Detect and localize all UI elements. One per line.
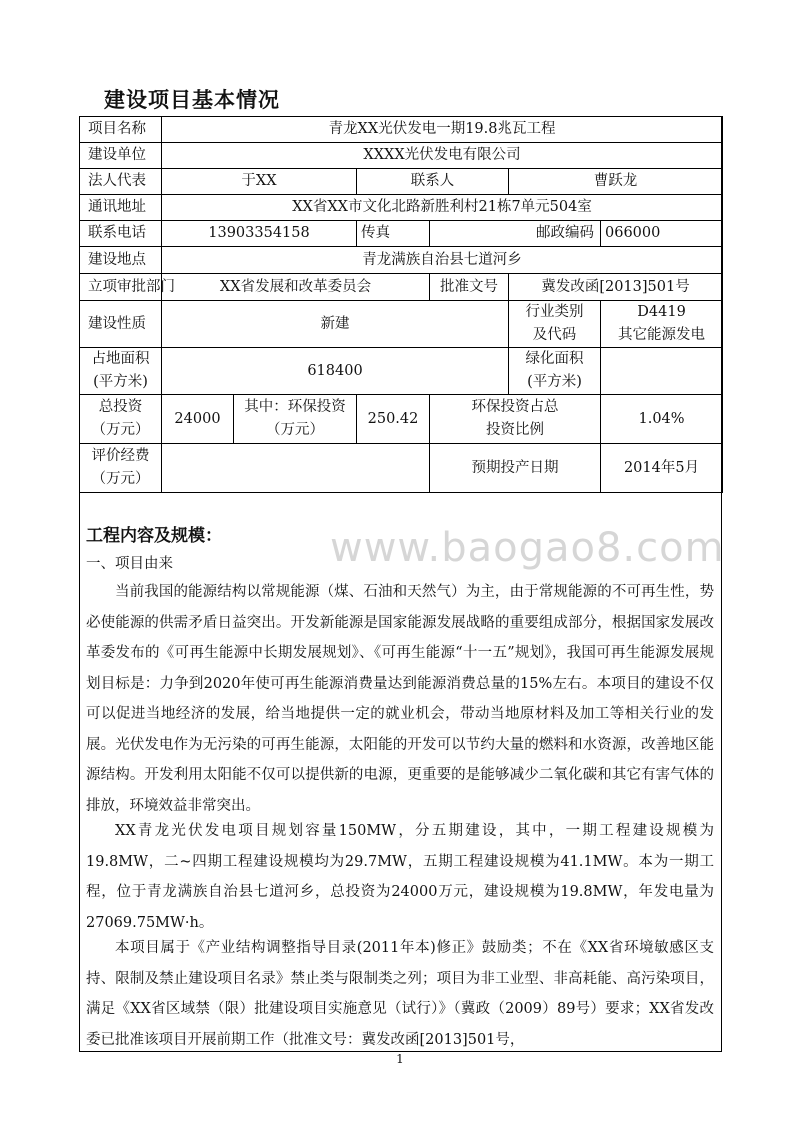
row-approval	[80, 274, 723, 301]
page-heading: 建设项目基本情况	[104, 88, 280, 112]
fee-value	[162, 444, 430, 493]
invest-value: 24000	[162, 395, 234, 444]
paragraph-scale: XX青龙光伏发电项目规划容量150MW，分五期建设，其中，一期工程建设规模为19.8MW，二~四期工程建设规模均为29.7MW，五期工程建设规模为41.1MW。本为一期工程，位于青龙满族自治县七道河乡，总投资为24000万元，建设规模为19.8MW，年发电量为27069.75MW·h。	[86, 823, 714, 931]
postcode-label: 邮政编码	[430, 221, 601, 247]
green-label	[509, 348, 601, 395]
area-value: 618400	[162, 348, 509, 395]
phone-label: 联系电话	[80, 221, 162, 247]
ratio-label	[430, 395, 601, 444]
row-phone	[80, 221, 723, 247]
green-label-line2: (平方米)	[527, 374, 582, 390]
section-title: 工程内容及规模：	[86, 526, 222, 546]
row-project-name	[80, 117, 723, 143]
row-nature	[80, 301, 723, 348]
industry-value	[601, 301, 723, 348]
fee-label	[80, 444, 162, 493]
phone-value: 13903354158	[162, 221, 357, 247]
industry-label	[509, 301, 601, 348]
watermark: www.baogao8.com	[330, 525, 725, 571]
nature-value: 新建	[162, 301, 509, 348]
row-area	[80, 348, 723, 395]
start-date-value: 2014年5月	[601, 444, 723, 493]
invest-label-line1: 总投资	[98, 399, 143, 415]
green-label-line1: 绿化面积	[525, 351, 584, 367]
site-value: 青龙满族自治县七道河乡	[162, 247, 723, 274]
site-label: 建设地点	[80, 247, 162, 274]
industry-name: 其它能源发电	[618, 327, 706, 343]
env-invest-value: 250.42	[357, 395, 430, 444]
green-value	[601, 348, 723, 395]
ratio-label-line1: 环保投资占总	[471, 399, 559, 415]
project-name-label: 项目名称	[80, 117, 162, 143]
sub-title: 一、项目由来	[86, 556, 173, 572]
invest-label-line2: （万元）	[91, 422, 150, 438]
approval-no-value: 冀发改函[2013]501号	[509, 274, 723, 301]
project-name-value: 青龙XX光伏发电一期19.8兆瓦工程	[162, 117, 723, 143]
area-label-line2: (平方米)	[93, 374, 148, 390]
ratio-value: 1.04%	[601, 395, 723, 444]
invest-label	[80, 395, 162, 444]
contact-value: 曹跃龙	[509, 169, 723, 195]
industry-label-line1: 行业类别	[525, 304, 584, 320]
address-value: XX省XX市文化北路新胜利村21栋7单元504室	[162, 195, 723, 221]
row-legal-rep	[80, 169, 723, 195]
paragraph-policy: 本项目属于《产业结构调整指导目录(2011年本)修正》鼓励类；不在《XX省环境敏感区支持、限制及禁止建设项目名录》禁止类与限制类之列；项目为非工业型、非高耗能、高污染项目，满足《XX省区域禁（限）批建设项目实施意见（试行）》（冀政（2009）89号）要求；XX省发改委已批准该项目开展前期工作（批准文号：冀发改函[2013]501号，	[86, 940, 714, 1048]
project-info-table	[79, 116, 723, 493]
area-label	[80, 348, 162, 395]
legal-rep-label: 法人代表	[80, 169, 162, 195]
contact-label: 联系人	[357, 169, 509, 195]
builder-value: XXXX光伏发电有限公司	[162, 143, 723, 169]
env-invest-label-line2: （万元）	[266, 422, 324, 438]
approval-dept-value: XX省发展和改革委员会	[162, 274, 430, 301]
ratio-label-line2: 投资比例	[486, 422, 544, 438]
row-investment	[80, 395, 723, 444]
nature-label: 建设性质	[80, 301, 162, 348]
fee-label-line1: 评价经费	[91, 448, 150, 464]
start-date-label: 预期投产日期	[430, 444, 601, 493]
row-address	[80, 195, 723, 221]
fee-label-line2: （万元）	[91, 471, 150, 487]
legal-rep-value: 于XX	[162, 169, 357, 195]
builder-label: 建设单位	[80, 143, 162, 169]
row-site	[80, 247, 723, 274]
industry-label-line2: 及代码	[532, 327, 577, 343]
row-fee	[80, 444, 723, 493]
postcode-value: 066000	[601, 221, 723, 247]
env-invest-label	[234, 395, 357, 444]
address-label: 通讯地址	[80, 195, 162, 221]
paragraph-background: 当前我国的能源结构以常规能源（煤、石油和天然气）为主，由于常规能源的不可再生性，势必使能源的供需矛盾日益突出。开发新能源是国家能源发展战略的重要组成部分，根据国家发展改革委发布的《可再生能源中长期发展规划》、《可再生能源“十一五”规划》，我国可再生能源发展规划目标是：力争到2020年使可再生能源消费量达到能源消费总量的15%左右。本项目的建设不仅可以促进当地经济的发展，给当地提供一定的就业机会，带动当地原材料及加工等相关行业的发展。光伏发电作为无污染的可再生能源，太阳能的开发可以节约大量的燃料和水资源，改善地区能源结构。开发利用太阳能不仅可以提供新的电源，更重要的是能够减少二氧化碳和其它有害气体的排放，环境效益非常突出。	[86, 584, 714, 814]
fax-label: 传真	[357, 221, 430, 247]
approval-no-label: 批准文号	[430, 274, 509, 301]
page-number: 1	[396, 1052, 404, 1066]
approval-dept-label: 立项审批部门	[80, 274, 162, 301]
industry-code: D4419	[637, 304, 686, 320]
area-label-line1: 占地面积	[91, 351, 150, 367]
row-builder	[80, 143, 723, 169]
env-invest-label-line1: 其中：环保投资	[244, 399, 346, 415]
